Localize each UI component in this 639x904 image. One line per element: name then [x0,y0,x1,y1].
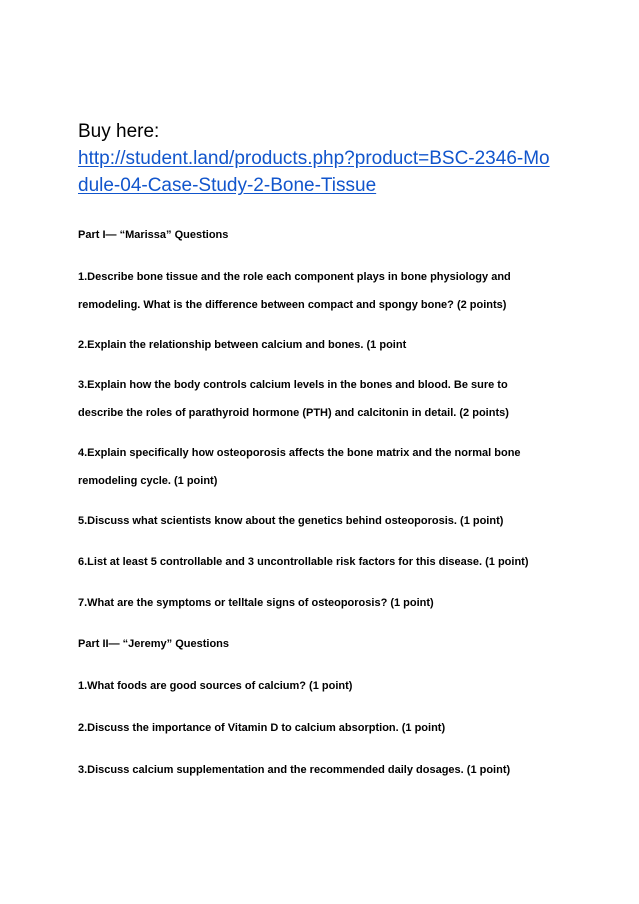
question-line: remodeling cycle. (1 point) [78,475,218,487]
part1-question-5 [78,514,503,528]
part2-question-3 [78,763,510,777]
question-line: 7.What are the symptoms or telltale signs of osteoporosis? (1 point) [78,597,434,609]
part2-heading: Part II— “Jeremy” Questions [78,638,229,650]
part1-heading: Part I— “Marissa” Questions [78,229,229,241]
question-line: 3.Explain how the body controls calcium levels in the bones and blood. Be sure to [78,379,508,391]
part1-question-4 [78,446,521,488]
part1-question-7 [78,596,434,610]
product-link-line-1: http://student.land/products.php?product=BSC-2346-Mo [78,148,550,169]
part1-question-3 [78,378,509,420]
buy-here-section [78,118,568,199]
buy-here-label: Buy here: [78,121,160,142]
question-line: 6.List at least 5 controllable and 3 uncontrollable risk factors for this disease. (1 point) [78,556,529,568]
part2-question-1 [78,679,352,693]
part1-question-6 [78,555,529,569]
question-line: 3.Discuss calcium supplementation and the recommended daily dosages. (1 point) [78,764,511,776]
product-link[interactable] [78,145,568,199]
question-line: 1.Describe bone tissue and the role each component plays in bone physiology and [78,271,511,283]
part1-question-2 [78,338,406,352]
question-line: 5.Discuss what scientists know about the genetics behind osteoporosis. (1 point) [78,515,504,527]
question-line: 4.Explain specifically how osteoporosis affects the bone matrix and the normal bone [78,447,521,459]
part1-question-1 [78,270,511,312]
question-line: 1.What foods are good sources of calcium? (1 point) [78,680,353,692]
question-line: describe the roles of parathyroid hormone (PTH) and calcitonin in detail. (2 points) [78,407,509,419]
part2-question-2 [78,721,445,735]
question-line: remodeling. What is the difference between compact and spongy bone? (2 points) [78,299,507,311]
question-line: 2.Explain the relationship between calcium and bones. (1 point [78,339,407,351]
question-line: 2.Discuss the importance of Vitamin D to calcium absorption. (1 point) [78,722,446,734]
product-link-line-2: dule-04-Case-Study-2-Bone-Tissue [78,175,377,196]
